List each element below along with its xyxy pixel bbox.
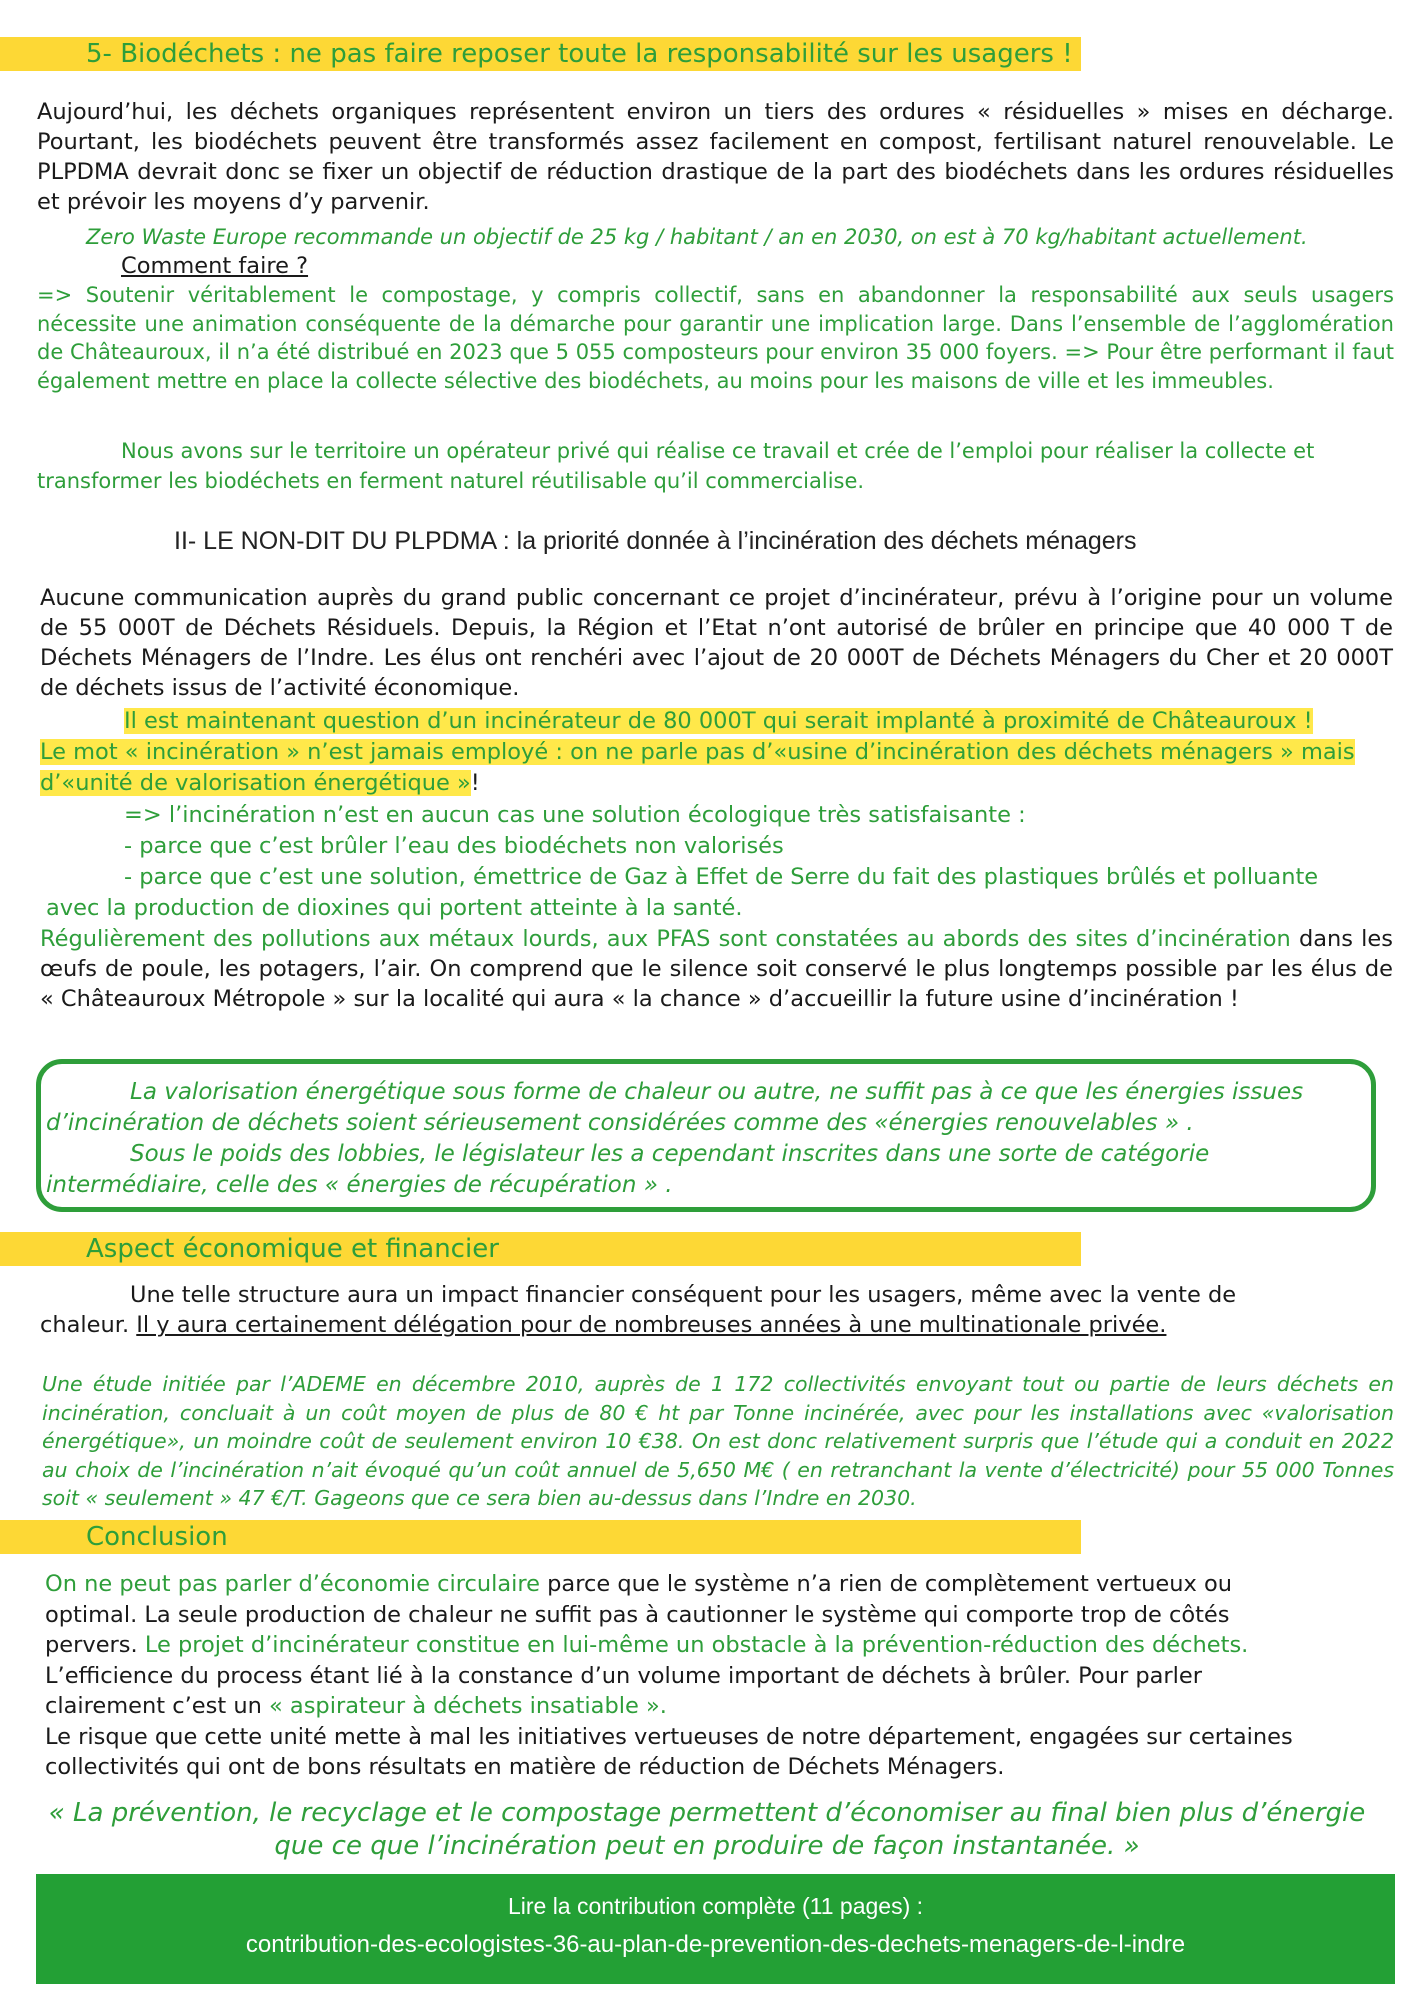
section5-intro: Aujourd’hui, les déchets organiques représentent environ un tiers des ordures « résiduelles » mises en décharge. Pourtant, les biodéchets peuvent être transformés assez facilement en compost, fertilisant naturel renouvelable. Le PLPDMA devrait donc se fixer un objectif de réduction drastique de la part des biodéchets dans les ordures résiduelles et prévoir les moyens d’y parvenir. (37, 99, 1394, 215)
footer-line1: Lire la contribution complète (11 pages) : (507, 1893, 924, 1919)
point-two-b: avec la production de dioxines qui portent atteinte à la santé. (46, 895, 743, 921)
closing-quote-line1: « La prévention, le recyclage et le compostage permettent d’économiser au final bien plus d’énergie (48, 1798, 1366, 1828)
highlight2: Le mot « incinération » n’est jamais employé : on ne parle pas d’«usine d’incinération des déchets ménagers » mais d’«unité de valorisation énergétique » (40, 739, 1355, 796)
ademe-study: Une étude initiée par l’ADEME en décembre 2010, auprès de 1 172 collectivités envoyant tout ou partie de leurs déchets en incinération, concluait à un coût moyen de plus de 80 € ht par Tonne incinérée, avec pour les installations avec «valorisation énergétique», un moindre coût de seulement environ 10 €38. On est donc relativement surpris que l’étude qui a conduit en 2022 au choix de l’incinération n’ait évoqué qu’un coût annuel de 5,650 M€ ( en retranchant la vente d’électricité) pour 55 000 Tonnes soit « seulement » 47 €/T. Gageons que ce sera bien au-dessus dans l’Indre en 2030. (42, 1372, 1394, 1510)
section2-title: II- LE NON-DIT DU PLPDMA : la priorité donnée à l’incinération des déchets ménagers (174, 527, 1137, 555)
economic-text1-underlined: Il y aura certainement délégation pour de nombreuses années à une multinationale privée. (136, 1312, 1167, 1338)
conclusion-c1-green: On ne peut pas parler d’économie circulaire (45, 1571, 540, 1597)
highlight2-end: ! (470, 770, 480, 796)
pollution-rest: dans les œufs de poule, les potagers, l’air. On comprend que le silence soit conservé le plus longtemps possible par les élus de « Châteauroux Métropole » sur la localité qui aura « la chance » d’accueillir la future usine d’incinération ! (40, 926, 1393, 1012)
section5-title: 5- Biodéchets : ne pas faire reposer toute la responsabilité sur les usagers ! (86, 39, 1073, 69)
box-line2 (46, 1139, 1366, 1201)
economic-text1: Une telle structure aura un impact financier conséquent pour les usagers, même avec la vente de chaleur. (40, 1282, 1237, 1338)
conclusion-c1-rest: parce que le système n’a rien de complètement vertueux ou optimal. La seule production de chaleur ne suffit pas à cautionner le système qui comporte trop de côtés pervers. (45, 1571, 1233, 1658)
point-two-a: - parce que c’est une solution, émettrice de Gaz à Effet de Serre du fait des plastiques brûlés et polluante (124, 864, 1319, 890)
how-text: => Soutenir véritablement le compostage, y compris collectif, sans en abandonner la responsabilité aux seuls usagers nécessite une animation conséquente de la démarche pour garantir une implication large. Dans l’ensemble de l’agglomération de Châteauroux, il n’a été distribué en 2023 que 5 055 composteurs pour environ 35 000 foyers. => Pour être performant il faut également mettre en place la collecte sélective des biodéchets, au moins pour les maisons de ville et les immeubles. (37, 283, 1394, 393)
closing-quote-line2: que ce que l’incinération peut en produire de façon instantanée. » (274, 1831, 1140, 1861)
footer-banner (36, 1874, 1395, 1984)
pollution-green: Régulièrement des pollutions aux métaux lourds, aux PFAS sont constatées au abords des sites d’incinération (40, 926, 1291, 952)
conclusion-c3: L’efficience du process étant lié à la constance d’un volume important de déchets à brûler. Pour parler clairement c’est un (45, 1662, 1203, 1719)
conclusion-paragraph (45, 1569, 1310, 1783)
highlight1: Il est maintenant question d’un incinérateur de 80 000T qui serait implanté à proximité de Châteauroux ! (124, 708, 1313, 734)
conclusion-c4: Le risque que cette unité mette à mal les initiatives vertueuses de notre département, engagées sur certaines collectivités qui ont de bons résultats en matière de réduction de Déchets Ménagers. (45, 1723, 1293, 1780)
economic-text (40, 1280, 1280, 1340)
conclusion-c2-green: Le projet d’incinérateur constitue en lui-même un obstacle à la prévention-réduction des déchets. (144, 1632, 1249, 1658)
highlight-line1 (124, 706, 1313, 736)
box-line1 (46, 1077, 1366, 1139)
operator-text (37, 436, 1357, 496)
how-title: Comment faire ? (121, 253, 309, 279)
economic-title: Aspect économique et financier (86, 1234, 499, 1264)
section2-para1: Aucune communication auprès du grand public concernant ce projet d’incinérateur, prévu à l’origine pour un volume de 55 000T de Déchets Résiduels. Depuis, la Région et l’Etat n’ont autorisé de brûler en principe que 40 000 T de Déchets Ménagers de l’Indre. Les élus ont renchéri avec l’ajout de 20 000T de Déchets Ménagers du Cher et 20 000T de déchets issus de l’activité économique. (40, 585, 1393, 701)
box-line2-text: Sous le poids des lobbies, le législateur les a cependant inscrites dans une sorte de catégorie intermédiaire, celle des « énergies de récupération » . (46, 1141, 1210, 1198)
zero-waste-note: Zero Waste Europe recommande un objectif de 25 kg / habitant / an en 2030, on est à 70 kg/habitant actuellement. (86, 225, 1308, 249)
conclusion-title: Conclusion (86, 1522, 228, 1552)
point-one: - parce que c’est brûler l’eau des biodéchets non valorisés (124, 833, 784, 859)
point-intro: => l’incinération n’est en aucun cas une solution écologique très satisfaisante : (124, 802, 1026, 828)
conclusion-c3-green: « aspirateur à déchets insatiable ». (269, 1693, 667, 1719)
operator-text-content: Nous avons sur le territoire un opérateur privé qui réalise ce travail et crée de l’emploi pour réaliser la collecte et transformer les biodéchets en ferment naturel réutilisable qu’il commercialise. (37, 439, 1315, 493)
box-line1-text: La valorisation énergétique sous forme de chaleur ou autre, ne suffit pas à ce que les énergies issues d’incinération de déchets soient sérieusement considérées comme des «énergies renouvelables » . (46, 1079, 1304, 1136)
pollution-paragraph (40, 924, 1393, 1014)
footer-link[interactable]: contribution-des-ecologistes-36-au-plan-de-prevention-des-dechets-menagers-de-l-indre (245, 1931, 1186, 1958)
highlight-line2 (40, 737, 1370, 799)
